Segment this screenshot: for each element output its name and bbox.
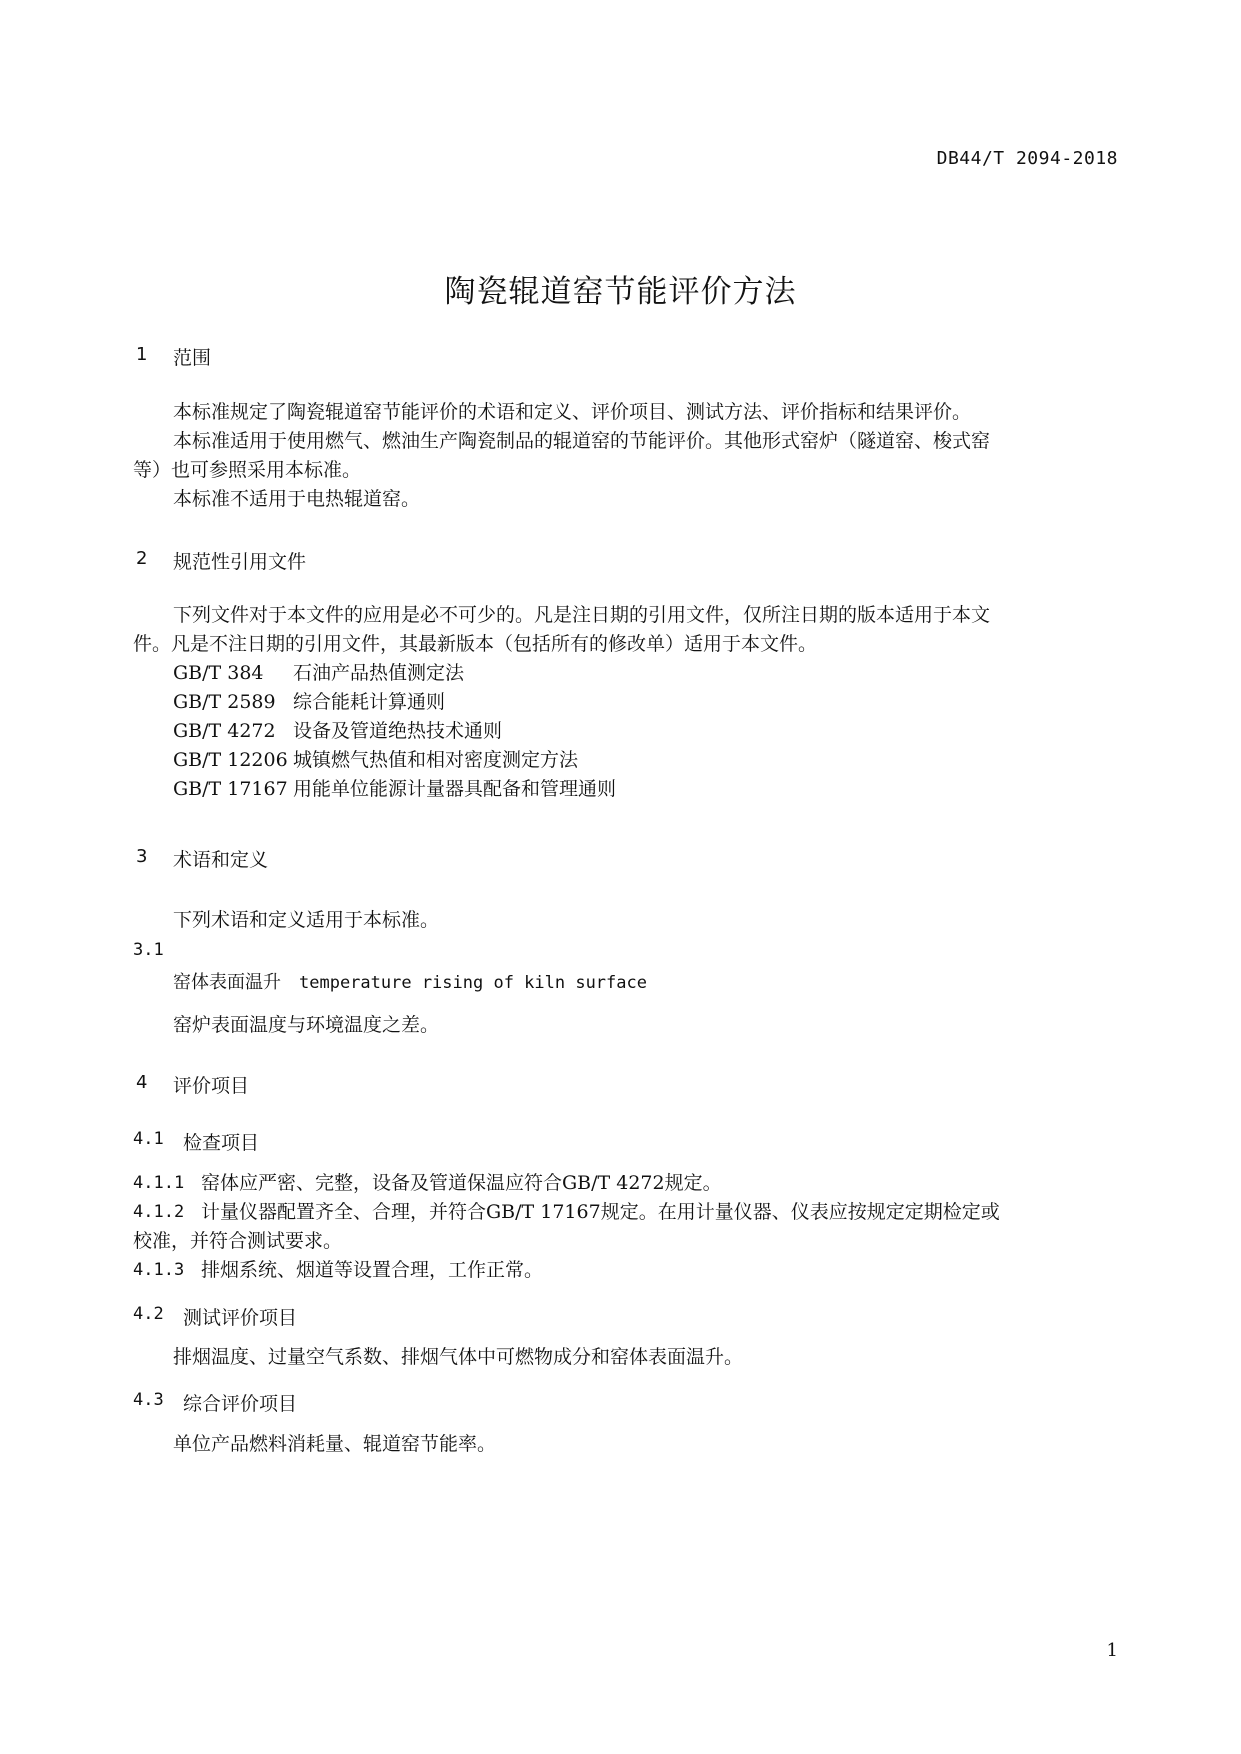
reference-code: GB/T 12206 bbox=[173, 749, 288, 771]
document-code: DB44/T 2094-2018 bbox=[936, 148, 1118, 169]
reference-code: GB/T 384 bbox=[173, 662, 264, 684]
section-2-paragraph-line-2: 件。凡是不注日期的引用文件，其最新版本（包括所有的修改单）适用于本文件。 bbox=[133, 633, 818, 655]
page-title: 陶瓷辊道窑节能评价方法 bbox=[444, 274, 797, 310]
subsection-4-2-title: 测试评价项目 bbox=[183, 1307, 298, 1329]
section-4-title: 评价项目 bbox=[173, 1075, 250, 1097]
reference-item bbox=[173, 776, 616, 802]
item-4-1-2-line-1: 计量仪器配置齐全、合理，并符合GB/T 17167规定。在用计量仪器、仪表应按规定定期检定或 bbox=[201, 1201, 1000, 1223]
reference-name: 城镇燃气热值和相对密度测定方法 bbox=[293, 749, 579, 771]
subsection-4-1-number: 4.1 bbox=[133, 1129, 164, 1149]
section-1-title: 范围 bbox=[173, 347, 212, 369]
reference-code: GB/T 4272 bbox=[173, 720, 276, 742]
reference-name: 综合能耗计算通则 bbox=[293, 691, 446, 713]
subsection-4-2-number: 4.2 bbox=[133, 1304, 164, 1324]
item-4-1-1-number: 4.1.1 bbox=[133, 1173, 185, 1193]
term-heading bbox=[173, 968, 647, 994]
subsection-4-3-text: 单位产品燃料消耗量、辊道窑节能率。 bbox=[173, 1433, 497, 1455]
reference-item bbox=[173, 718, 502, 744]
reference-item bbox=[173, 747, 578, 773]
term-definition: 窑炉表面温度与环境温度之差。 bbox=[173, 1014, 440, 1036]
term-chinese: 窑体表面温升 bbox=[173, 972, 281, 993]
subsection-4-3-number: 4.3 bbox=[133, 1390, 164, 1410]
section-3-paragraph: 下列术语和定义适用于本标准。 bbox=[173, 909, 440, 931]
reference-item bbox=[173, 689, 445, 715]
subsection-4-2-text: 排烟温度、过量空气系数、排烟气体中可燃物成分和窑体表面温升。 bbox=[173, 1346, 744, 1368]
reference-code: GB/T 17167 bbox=[173, 778, 288, 800]
item-4-1-1-text: 窑体应严密、完整，设备及管道保温应符合GB/T 4272规定。 bbox=[201, 1172, 722, 1194]
term-number: 3.1 bbox=[133, 940, 164, 960]
section-3-title: 术语和定义 bbox=[173, 849, 269, 871]
reference-name: 设备及管道绝热技术通则 bbox=[293, 720, 503, 742]
reference-code: GB/T 2589 bbox=[173, 691, 276, 713]
reference-item bbox=[173, 660, 464, 686]
subsection-4-3-title: 综合评价项目 bbox=[183, 1393, 298, 1415]
section-1-paragraph-2-line-2: 等）也可参照采用本标准。 bbox=[133, 459, 362, 481]
item-4-1-3-text: 排烟系统、烟道等设置合理，工作正常。 bbox=[201, 1259, 544, 1281]
section-2-number: 2 bbox=[136, 548, 148, 569]
reference-name: 石油产品热值测定法 bbox=[293, 662, 465, 684]
section-2-title: 规范性引用文件 bbox=[173, 551, 307, 573]
section-1-paragraph-3: 本标准不适用于电热辊道窑。 bbox=[173, 488, 421, 510]
item-4-1-2-line-2: 校准，并符合测试要求。 bbox=[133, 1230, 343, 1252]
page-number: 1 bbox=[1106, 1640, 1118, 1661]
section-1-paragraph-1: 本标准规定了陶瓷辊道窑节能评价的术语和定义、评价项目、测试方法、评价指标和结果评价。 bbox=[173, 401, 972, 423]
section-4-number: 4 bbox=[136, 1072, 148, 1093]
item-4-1-3-number: 4.1.3 bbox=[133, 1260, 185, 1280]
section-2-paragraph-line-1: 下列文件对于本文件的应用是必不可少的。凡是注日期的引用文件，仅所注日期的版本适用于本文 bbox=[173, 604, 991, 626]
section-3-number: 3 bbox=[136, 846, 148, 867]
section-1-paragraph-2-line-1: 本标准适用于使用燃气、燃油生产陶瓷制品的辊道窑的节能评价。其他形式窑炉（隧道窑、梭式窑 bbox=[173, 430, 991, 452]
reference-name: 用能单位能源计量器具配备和管理通则 bbox=[293, 778, 617, 800]
term-english: temperature rising of kiln surface bbox=[299, 973, 647, 993]
item-4-1-2-number: 4.1.2 bbox=[133, 1202, 185, 1222]
subsection-4-1-title: 检查项目 bbox=[183, 1132, 260, 1154]
section-1-number: 1 bbox=[136, 344, 148, 365]
